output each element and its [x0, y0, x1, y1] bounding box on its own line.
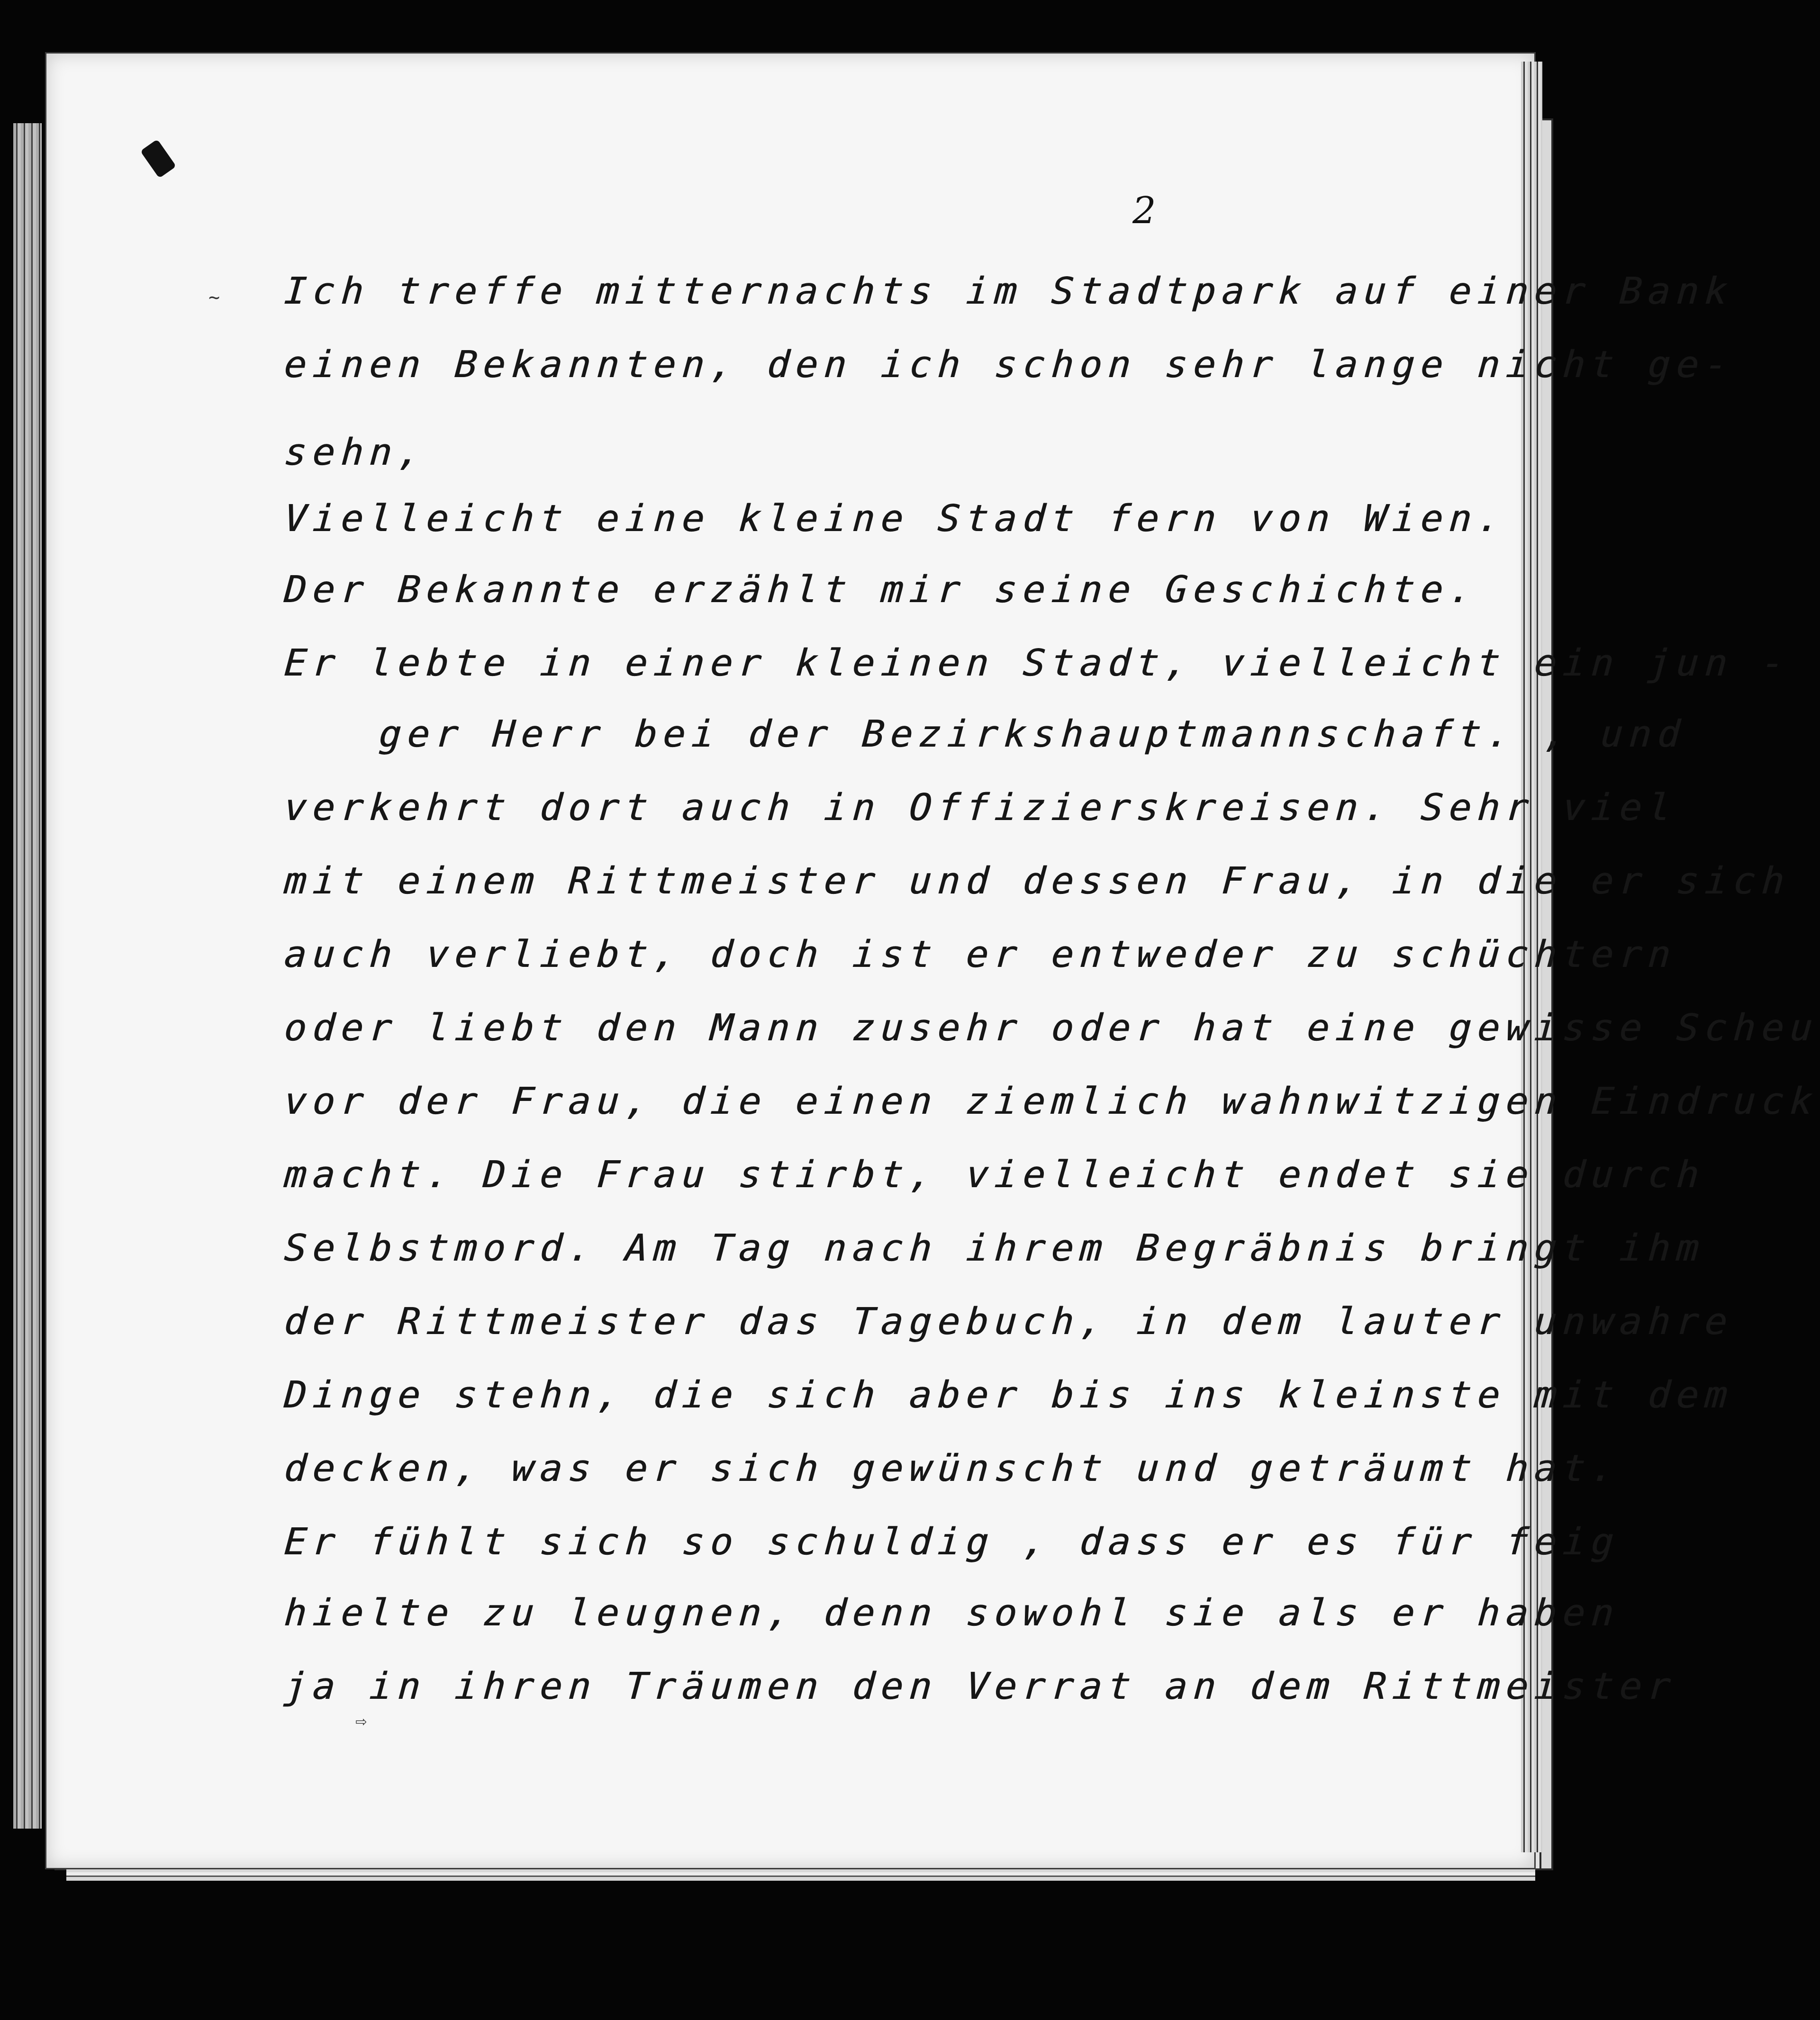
text-line: decken, was er sich gewünscht und geträumt hat.: [282, 1447, 1621, 1490]
text-line: Der Bekannte erzählt mir seine Geschichte.: [282, 568, 1479, 611]
text-line: macht. Die Frau stirbt, vielleicht endet sie durch: [282, 1154, 1707, 1196]
text-line: ja in ihren Träumen den Verrat an dem Rittmeister: [282, 1665, 1678, 1708]
stacked-pages-left-edge: [13, 123, 42, 1829]
margin-arrow-scribble: ⇨: [355, 1710, 367, 1732]
text-line: verkehrt dort auch in Offizierskreisen. Sehr viel: [282, 786, 1678, 829]
text-line: Er fühlt sich so schuldig , dass er es für feig: [282, 1521, 1621, 1563]
text-line: mit einem Rittmeister und dessen Frau, in die er sich: [282, 860, 1792, 902]
text-line: Dinge stehn, die sich aber bis ins kleinste mit dem: [282, 1374, 1735, 1416]
text-line: ger Herr bei der Bezirkshauptmannschaft. , und: [377, 713, 1688, 756]
text-line: Er lebte in einer kleinen Stadt, vielleicht ein jun -: [282, 642, 1792, 685]
text-line: hielte zu leugnen, denn sowohl sie als er haben: [282, 1592, 1621, 1634]
text-line: oder liebt den Mann zusehr oder hat eine gewisse Scheu: [282, 1007, 1820, 1049]
page-number: 2: [1132, 189, 1156, 232]
text-line: Ich treffe mitternachts im Stadtpark auf einer Bank: [282, 270, 1735, 313]
text-line: vor der Frau, die einen ziemlich wahnwitzigen Eindruck: [282, 1080, 1820, 1123]
text-line: einen Bekannten, den ich schon sehr lange nicht ge-: [282, 343, 1735, 386]
text-line: der Rittmeister das Tagebuch, in dem lauter unwahre: [282, 1300, 1735, 1343]
text-line: sehn,: [282, 431, 428, 474]
text-line: Vielleicht eine kleine Stadt fern von Wien.: [282, 497, 1508, 540]
margin-scribble: ~: [208, 287, 220, 308]
text-line: Selbstmord. Am Tag nach ihrem Begräbnis bringt ihm: [282, 1227, 1707, 1270]
text-line: auch verliebt, doch ist er entweder zu schüchtern: [282, 933, 1678, 976]
